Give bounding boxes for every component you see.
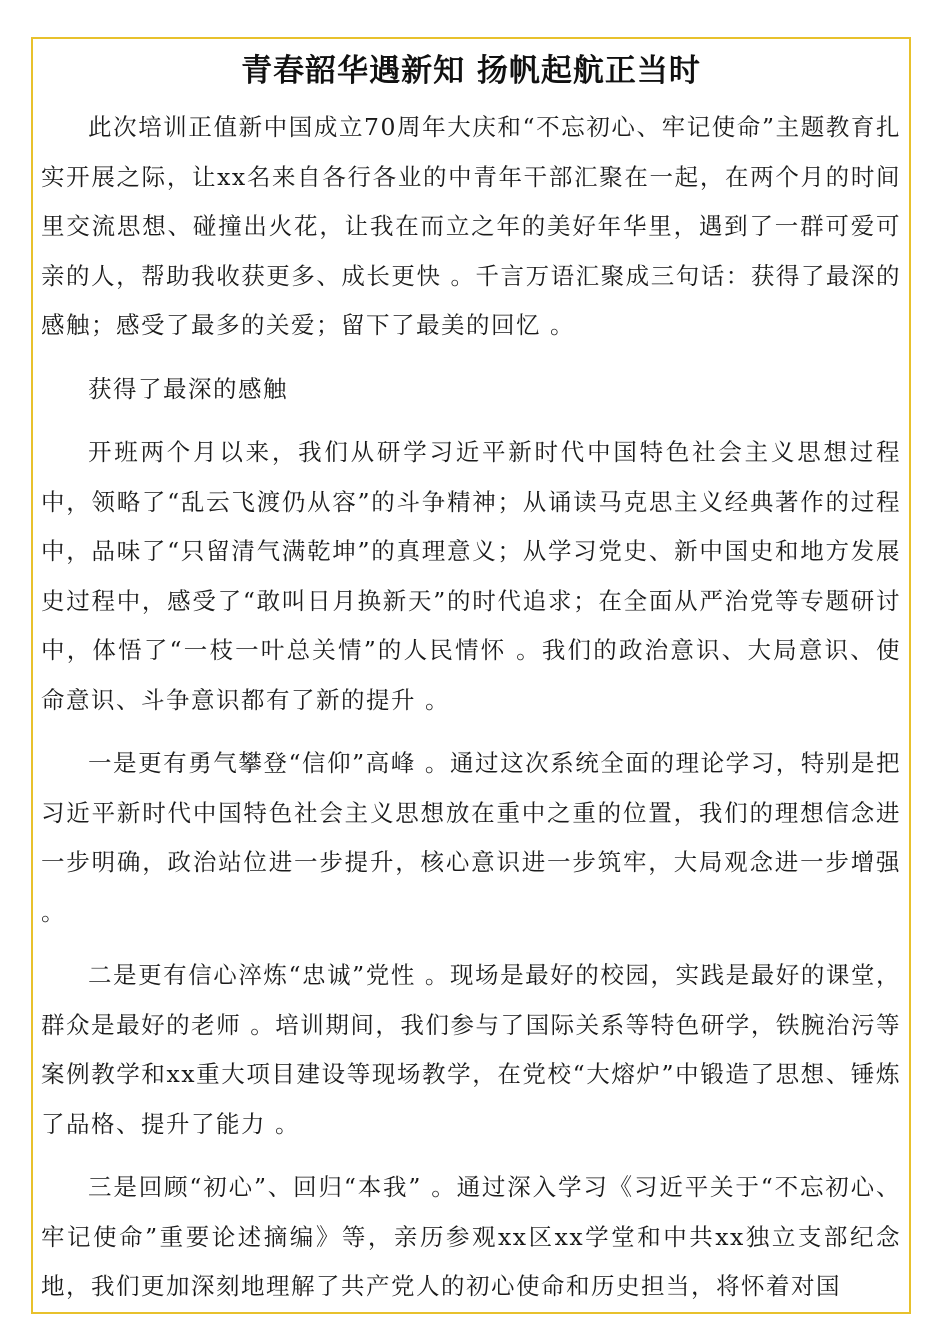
paragraph-intro: 此次培训正值新中国成立70周年大庆和“不忘初心、牢记使命”主题教育扎实开展之际，让xx名来自各行各业的中青年干部汇聚在一起，在两个月的时间里交流思想、碰撞出火花，让我在而立之年的美好年华里，遇到了一群可爱可亲的人，帮助我收获更多、成长更快 。千言万语汇聚成三句话：获得了最深的感触；感受了最多的关爱；留下了最美的回忆 。 — [41, 113, 901, 339]
document-title: 青春韶华遇新知 扬帆起航正当时 — [241, 53, 701, 89]
paragraph-point-one: 一是更有勇气攀登“信仰”高峰 。通过这次系统全面的理论学习，特别是把习近平新时代中国特色社会主义思想放在重中之重的位置，我们的理想信念进一步明确，政治站位进一步提升，核心意识进一步筑牢，大局观念进一步增强 。 — [41, 749, 901, 926]
section-heading: 获得了最深的感触 — [88, 374, 288, 403]
paragraph-point-three: 三是回顾“初心”、回归“本我” 。通过深入学习《习近平关于“不忘初心、牢记使命”重要论述摘编》等，亲历参观xx区xx学堂和中共xx独立支部纪念地，我们更加深刻地理解了共产党人的初心使命和历史担当，将怀着对国 — [41, 1173, 901, 1300]
document-page — [31, 37, 911, 1314]
document-body — [41, 103, 901, 1312]
paragraph-point-two: 二是更有信心淬炼“忠诚”党性 。现场是最好的校园，实践是最好的课堂，群众是最好的老师 。培训期间，我们参与了国际关系等特色研学，铁腕治污等案例教学和xx重大项目建设等现场教学，在党校“大熔炉”中锻造了思想、锤炼了品格、提升了能力 。 — [41, 961, 901, 1138]
paragraph-insights: 开班两个月以来，我们从研学习近平新时代中国特色社会主义思想过程中，领略了“乱云飞渡仍从容”的斗争精神；从诵读马克思主义经典著作的过程中，品味了“只留清气满乾坤”的真理意义；从学习党史、新中国史和地方发展史过程中，感受了“敢叫日月换新天”的时代追求；在全面从严治党等专题研讨中，体悟了“一枝一叶总关情”的人民情怀 。我们的政治意识、大局意识、使命意识、斗争意识都有了新的提升 。 — [41, 438, 901, 714]
